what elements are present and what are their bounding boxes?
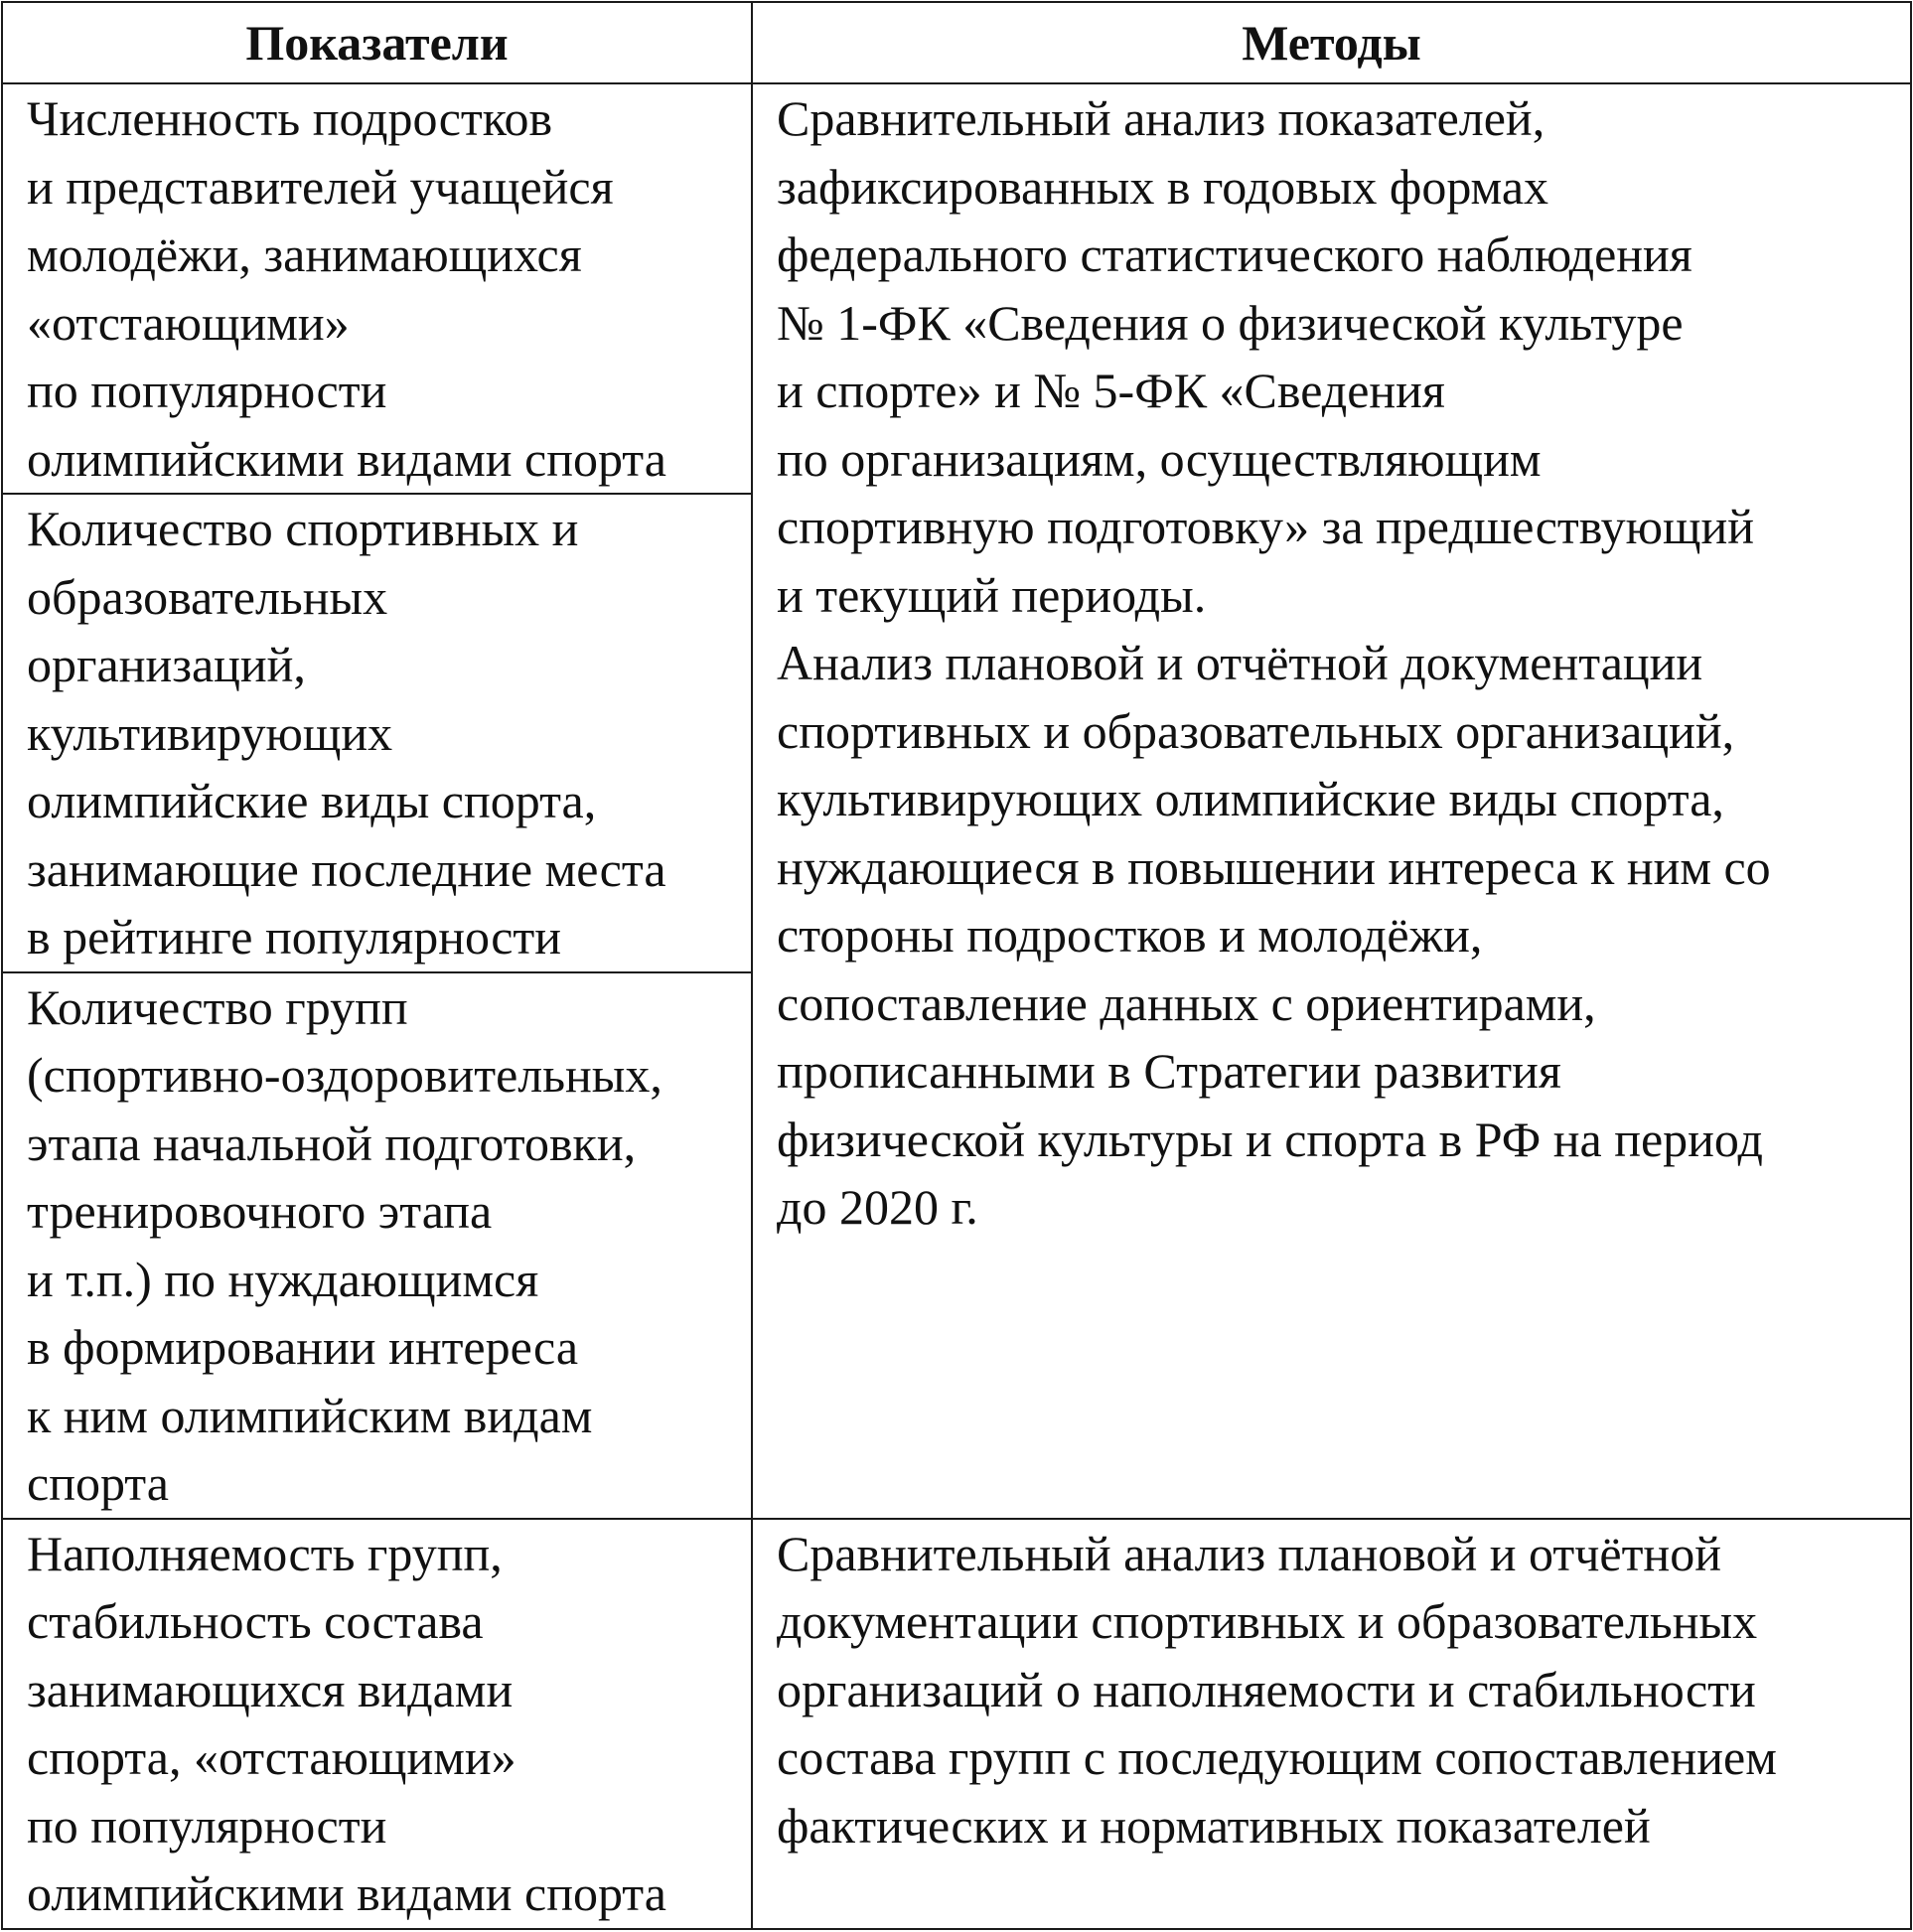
text-line: до 2020 г.	[777, 1179, 978, 1235]
indicator-cell	[2, 1519, 752, 1929]
text-line: Наполняемость групп,	[27, 1525, 503, 1581]
table-row	[2, 1519, 1911, 1929]
header-indicators: Показатели	[2, 2, 752, 83]
text-line: физической культуры и спорта в РФ на период	[777, 1111, 1763, 1167]
text-line: прописанными в Стратегии развития	[777, 1043, 1561, 1099]
text-line: культивирующих	[27, 704, 393, 761]
text-line: Сравнительный анализ плановой и отчётной	[777, 1525, 1721, 1581]
text-line: Количество групп	[27, 978, 408, 1035]
text-line: состава групп с последующим сопоставлением	[777, 1729, 1777, 1785]
text-line: занимающие последние места	[27, 840, 666, 897]
text-line: Количество спортивных и	[27, 501, 579, 556]
text-line: нуждающиеся в повышении интереса к ним со	[777, 838, 1771, 895]
text-line: спорта	[27, 1455, 169, 1511]
header-row	[2, 2, 1911, 83]
text-line: и спорте» и № 5-ФК «Сведения	[777, 363, 1445, 418]
text-line: стороны подростков и молодёжи,	[777, 907, 1483, 963]
text-line: образовательных	[27, 568, 388, 625]
text-line: по организациям, осуществляющим	[777, 430, 1542, 487]
text-line: Анализ плановой и отчётной документации	[777, 635, 1703, 690]
text-line: документации спортивных и образовательных	[777, 1593, 1758, 1649]
text-line: по популярности	[27, 1797, 387, 1854]
text-line: и представителей учащейся	[27, 158, 614, 215]
text-line: фактических и нормативных показателей	[777, 1797, 1651, 1854]
text-line: культивирующих олимпийские виды спорта,	[777, 771, 1724, 826]
text-line: (спортивно-оздоровительных,	[27, 1047, 662, 1103]
text-line: сопоставление данных с ориентирами,	[777, 974, 1596, 1031]
text-line: Сравнительный анализ показателей,	[777, 90, 1545, 146]
text-line: олимпийские виды спорта,	[27, 773, 597, 828]
text-line: стабильность состава	[27, 1593, 484, 1649]
text-line: спортивных и образовательных организаций,	[777, 702, 1735, 759]
indicators-methods-table	[1, 1, 1912, 1930]
text-line: этапа начальной подготовки,	[27, 1115, 637, 1171]
text-line: занимающихся видами	[27, 1661, 514, 1717]
text-line: в формировании интереса	[27, 1319, 579, 1375]
text-line: и текущий периоды.	[777, 566, 1207, 623]
text-line: тренировочного этапа	[27, 1183, 493, 1239]
indicator-cell	[2, 494, 752, 972]
text-line: по популярности	[27, 363, 387, 418]
text-line: олимпийскими видами спорта	[27, 1865, 666, 1921]
table-row	[2, 83, 1911, 494]
text-line: спорта, «отстающими»	[27, 1729, 516, 1785]
method-cell	[752, 83, 1911, 1519]
text-line: Численность подростков	[27, 90, 553, 146]
text-line: и т.п.) по нуждающимся	[27, 1251, 539, 1307]
text-line: молодёжи, занимающихся	[27, 226, 582, 282]
text-line: организаций о наполняемости и стабильности	[777, 1661, 1756, 1717]
indicator-cell	[2, 972, 752, 1519]
text-line: «отстающими»	[27, 294, 350, 351]
method-cell	[752, 1519, 1911, 1929]
text-line: спортивную подготовку» за предшествующий	[777, 499, 1755, 554]
text-line: № 1-ФК «Сведения о физической культуре	[777, 294, 1684, 351]
text-line: в рейтинге популярности	[27, 909, 562, 965]
indicator-cell	[2, 83, 752, 494]
text-line: организаций,	[27, 637, 306, 692]
text-line: к ним олимпийским видам	[27, 1387, 593, 1443]
text-line: олимпийскими видами спорта	[27, 430, 666, 487]
header-methods: Методы	[752, 2, 1911, 83]
text-line: зафиксированных в годовых формах	[777, 158, 1549, 215]
text-line: федерального статистического наблюдения	[777, 226, 1692, 282]
